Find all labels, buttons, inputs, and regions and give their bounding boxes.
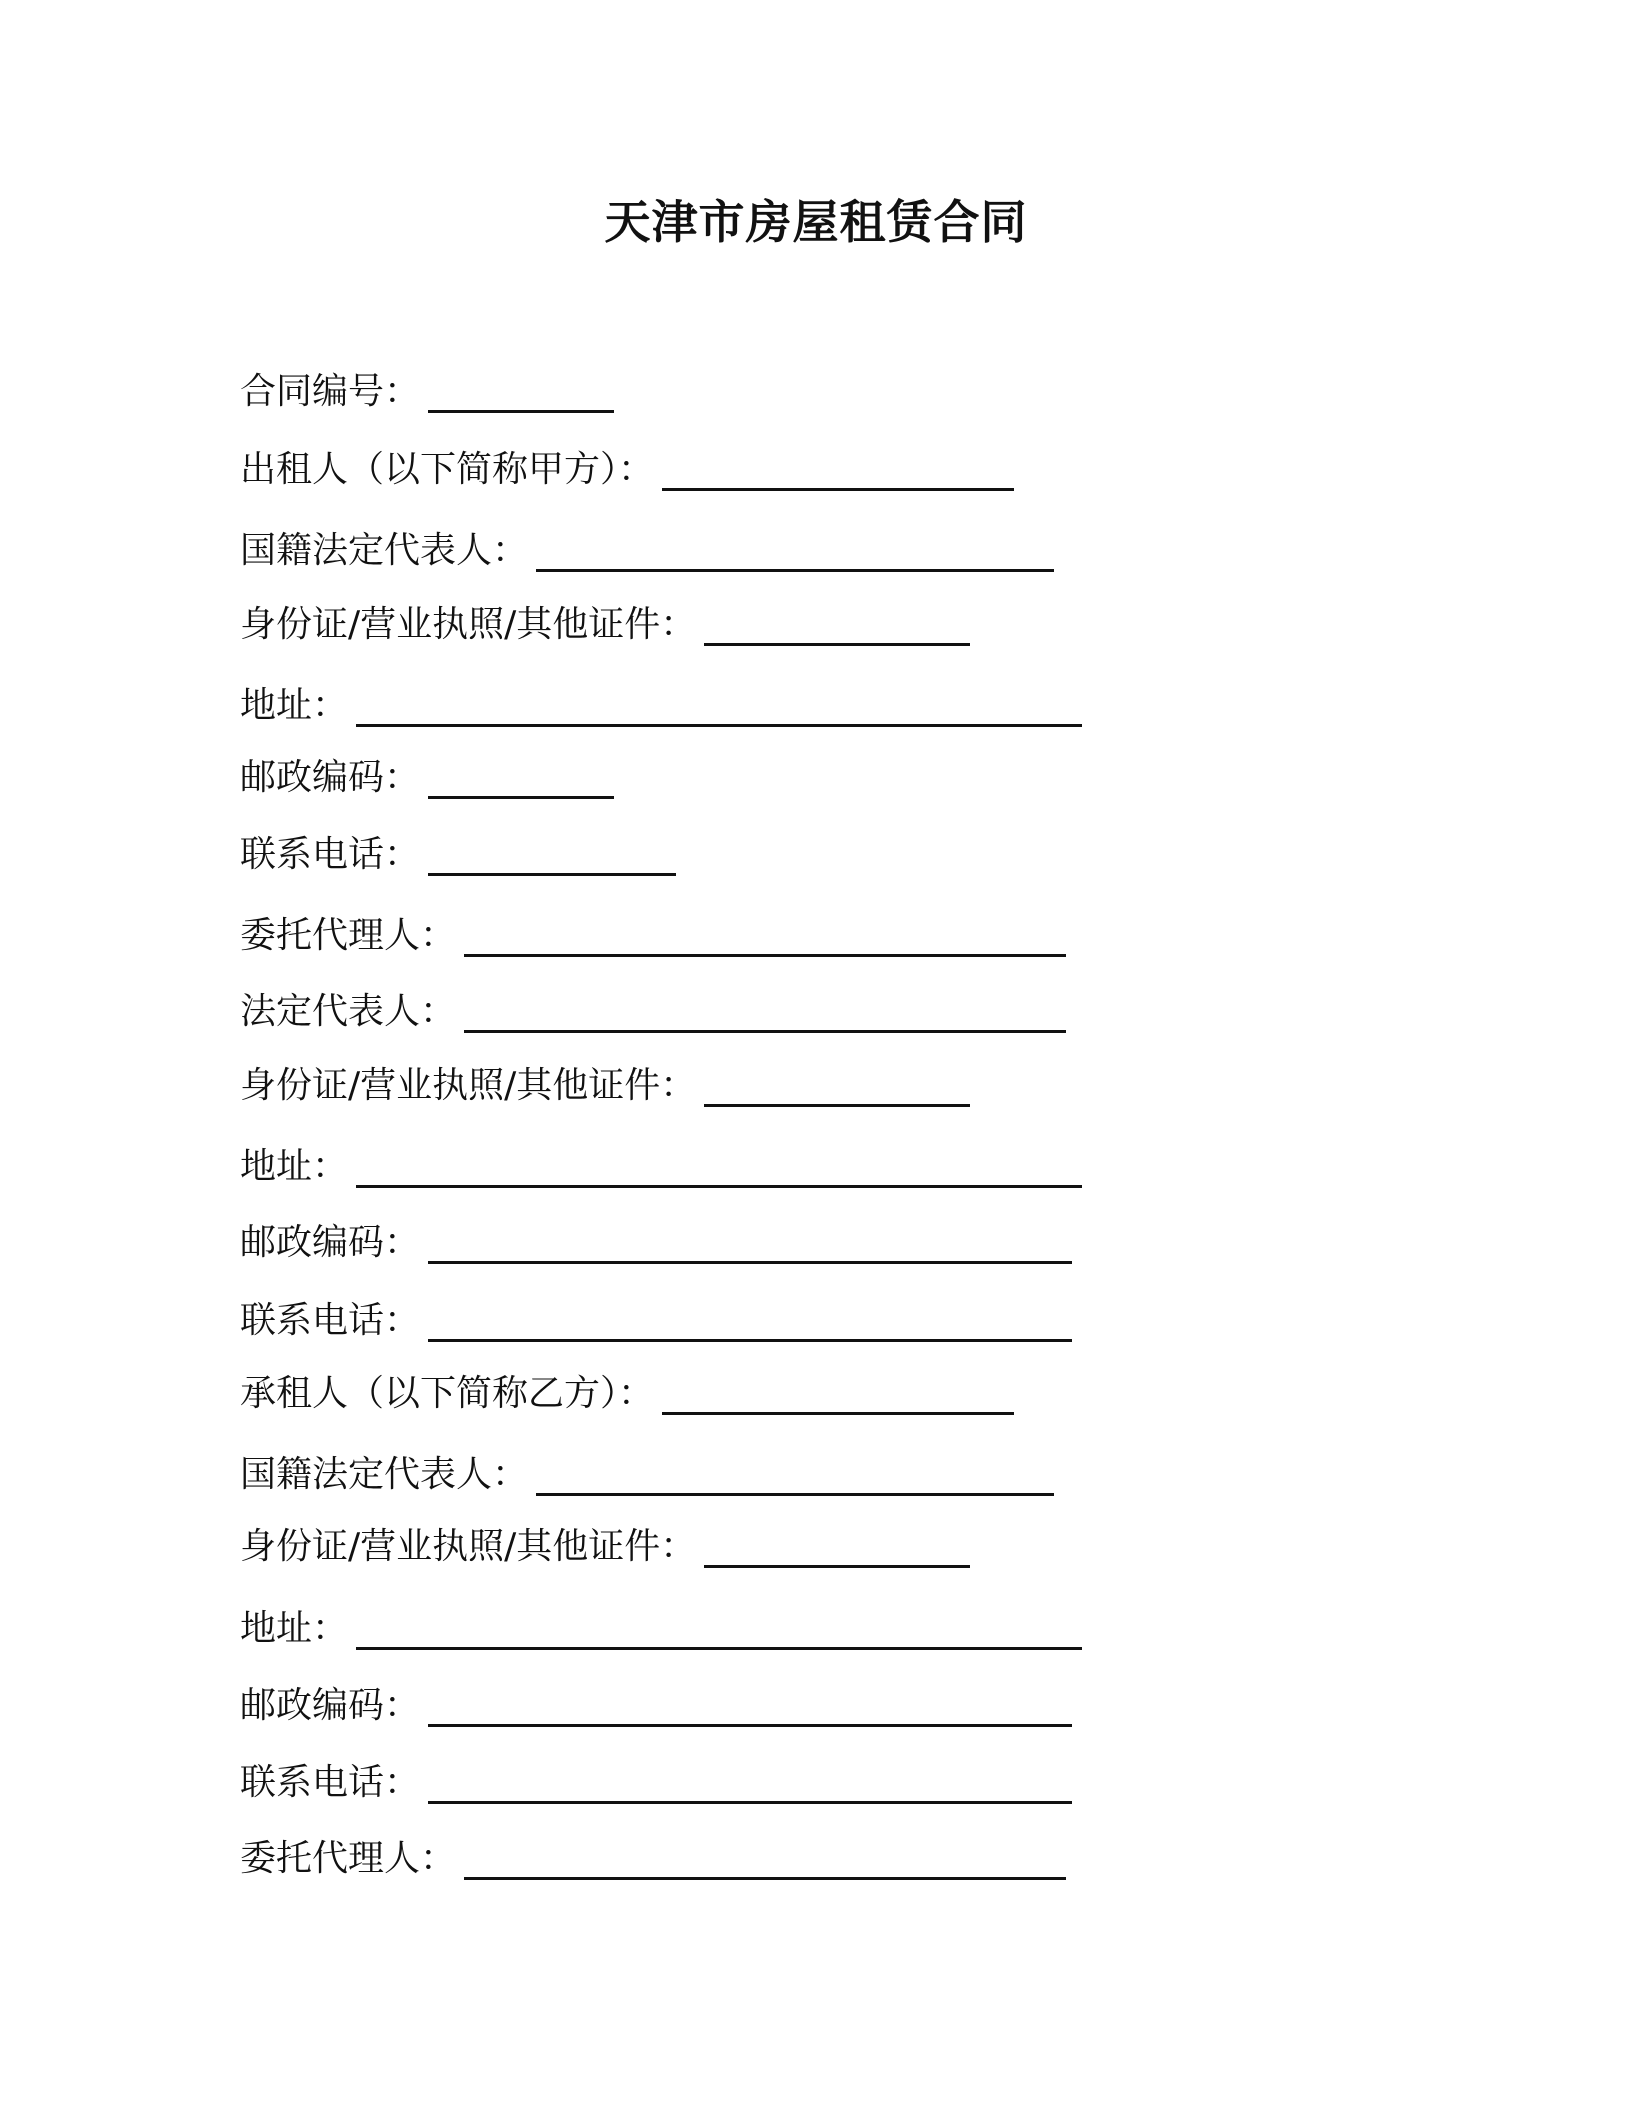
field-label: 委托代理人：: [240, 1838, 457, 1879]
fill-blank[interactable]: [356, 1147, 1082, 1188]
field-lessee-phone: [240, 1758, 1072, 1808]
field-label: 身份证/营业执照/其他证件：: [240, 604, 697, 645]
field-lessee-nationality-representative: [240, 1450, 1054, 1500]
field-representative-address: [240, 1142, 1082, 1192]
fill-blank[interactable]: [428, 1686, 1072, 1727]
field-representative-phone: [240, 1296, 1072, 1346]
fill-blank[interactable]: [428, 372, 614, 413]
fill-blank[interactable]: [428, 758, 614, 799]
fill-blank[interactable]: [464, 916, 1066, 957]
fill-blank[interactable]: [662, 1374, 1014, 1415]
fill-blank[interactable]: [662, 450, 1014, 491]
fill-blank[interactable]: [536, 531, 1054, 572]
fill-blank[interactable]: [464, 992, 1066, 1033]
field-label: 承租人（以下简称乙方）：: [240, 1373, 655, 1414]
fill-blank[interactable]: [704, 1066, 970, 1107]
fill-blank[interactable]: [428, 835, 676, 876]
field-label: 国籍法定代表人：: [240, 530, 529, 571]
field-label: 身份证/营业执照/其他证件：: [240, 1526, 697, 1567]
field-lessor-address: [240, 681, 1082, 731]
field-lessor-id: [240, 600, 970, 650]
fill-blank[interactable]: [356, 1609, 1082, 1650]
field-lessor-phone: [240, 830, 676, 880]
field-label: 联系电话：: [240, 1300, 421, 1341]
field-label: 地址：: [240, 1608, 349, 1649]
field-legal-representative: [240, 987, 1066, 1037]
field-label: 邮政编码：: [240, 1685, 421, 1726]
field-label: 邮政编码：: [240, 1222, 421, 1263]
field-label: 出租人（以下简称甲方）：: [240, 449, 655, 490]
field-lessee-agent: [240, 1834, 1066, 1884]
field-representative-postcode: [240, 1218, 1072, 1268]
field-label: 国籍法定代表人：: [240, 1454, 529, 1495]
field-label: 地址：: [240, 1146, 349, 1187]
fill-blank[interactable]: [536, 1455, 1054, 1496]
field-lessee-address: [240, 1604, 1082, 1654]
field-label: 联系电话：: [240, 1762, 421, 1803]
fill-blank[interactable]: [428, 1223, 1072, 1264]
field-representative-id: [240, 1061, 970, 1111]
field-label: 法定代表人：: [240, 991, 457, 1032]
field-label: 合同编号：: [240, 371, 421, 412]
field-lessor-nationality-representative: [240, 526, 1054, 576]
fill-blank[interactable]: [464, 1839, 1066, 1880]
fill-blank[interactable]: [704, 1527, 970, 1568]
field-lessee-postcode: [240, 1681, 1072, 1731]
field-lessor-agent: [240, 911, 1066, 961]
field-lessor: [240, 445, 1014, 495]
field-lessee-id: [240, 1522, 970, 1572]
fill-blank[interactable]: [356, 686, 1082, 727]
field-lessor-postcode: [240, 753, 614, 803]
field-lessee: [240, 1369, 1014, 1419]
page-title: 天津市房屋租赁合同: [604, 195, 1028, 249]
field-label: 委托代理人：: [240, 915, 457, 956]
field-contract-number: [240, 367, 614, 417]
fill-blank[interactable]: [704, 605, 970, 646]
field-label: 联系电话：: [240, 834, 421, 875]
fill-blank[interactable]: [428, 1301, 1072, 1342]
field-label: 地址：: [240, 685, 349, 726]
field-label: 邮政编码：: [240, 757, 421, 798]
fill-blank[interactable]: [428, 1763, 1072, 1804]
field-label: 身份证/营业执照/其他证件：: [240, 1065, 697, 1106]
